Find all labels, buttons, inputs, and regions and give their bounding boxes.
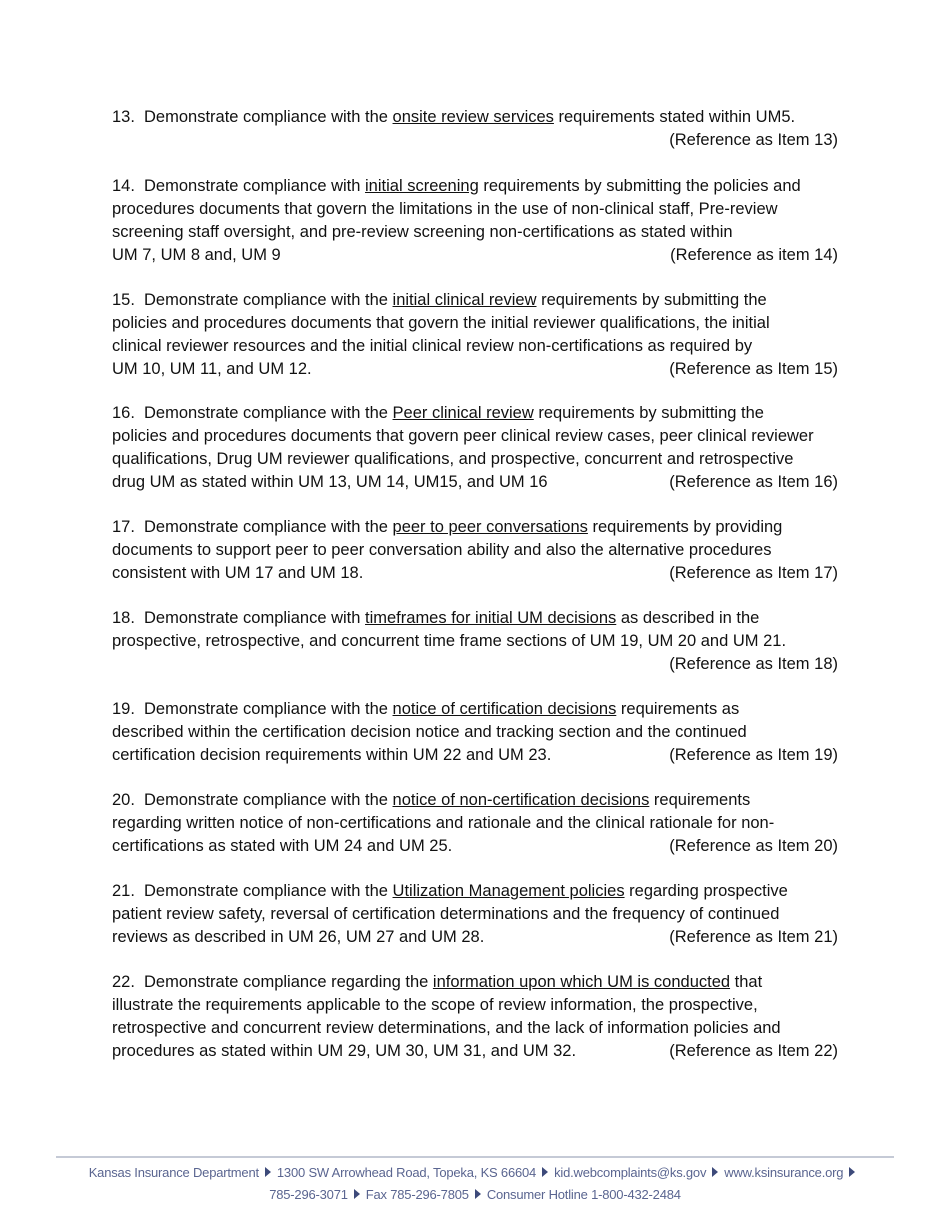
item-text: Demonstrate compliance with xyxy=(144,177,366,195)
footer-address: 1300 SW Arrowhead Road, Topeka, KS 66604 xyxy=(276,1165,537,1180)
item-line xyxy=(112,312,838,335)
arrow-right-icon xyxy=(475,1189,481,1199)
item-text: documents to support peer to peer conversation ability and also the alternative procedures xyxy=(112,541,772,559)
item-line xyxy=(112,175,838,198)
footer-line-2 xyxy=(56,1184,894,1206)
item-line xyxy=(112,539,838,562)
footer-divider xyxy=(56,1156,894,1158)
item-line xyxy=(112,335,838,358)
item-reference: (Reference as Item 16) xyxy=(669,473,838,491)
item-text: Demonstrate compliance with the xyxy=(144,791,393,809)
item-number: 13. xyxy=(112,108,135,126)
item-text: certification decision requirements within UM 22 and UM 23. xyxy=(112,746,552,764)
item-text: prospective, retrospective, and concurrent time frame sections of UM 19, UM 20 and UM 21. xyxy=(112,632,787,650)
item-line xyxy=(112,835,838,858)
item-line xyxy=(112,812,838,835)
item-text: Demonstrate compliance with the xyxy=(144,700,393,718)
arrow-right-icon xyxy=(354,1189,360,1199)
item-text: UM 7, UM 8 and, UM 9 xyxy=(112,246,281,264)
item-text: requirements by submitting the xyxy=(536,291,767,309)
item-text: patient review safety, reversal of certification determinations and the frequency of continued xyxy=(112,905,780,923)
item-topic-underlined: timeframes for initial UM decisions xyxy=(365,609,617,627)
item-line xyxy=(112,971,838,994)
arrow-right-icon xyxy=(849,1167,855,1177)
item-text: Demonstrate compliance with xyxy=(144,609,366,627)
item-number: 16. xyxy=(112,404,135,422)
item-text: UM 10, UM 11, and UM 12. xyxy=(112,360,312,378)
item-text: illustrate the requirements applicable to the scope of review information, the prospective, xyxy=(112,996,758,1014)
item-line xyxy=(112,926,838,949)
item-text: requirements by providing xyxy=(587,518,783,536)
item-text: Demonstrate compliance with the xyxy=(144,291,393,309)
item-text: screening staff oversight, and pre-review screening non-certifications as stated within xyxy=(112,223,733,241)
footer xyxy=(56,1162,894,1206)
item-line xyxy=(112,903,838,926)
item-topic-underlined: initial clinical review xyxy=(392,291,537,309)
item-topic-underlined: notice of certification decisions xyxy=(392,700,617,718)
item-line xyxy=(112,721,838,744)
item-text: consistent with UM 17 and UM 18. xyxy=(112,564,364,582)
item-text: requirements stated within UM5. xyxy=(553,108,796,126)
item-line xyxy=(112,358,838,381)
item-topic-underlined: information upon which UM is conducted xyxy=(432,973,731,991)
item-text: Demonstrate compliance with the xyxy=(144,518,393,536)
compliance-item xyxy=(112,402,838,494)
item-reference: (Reference as Item 15) xyxy=(669,360,838,378)
compliance-item xyxy=(112,880,838,949)
item-topic-underlined: Utilization Management policies xyxy=(392,882,625,900)
compliance-item xyxy=(112,607,838,676)
item-reference: (Reference as Item 20) xyxy=(669,837,838,855)
item-line xyxy=(112,630,838,653)
item-text: Demonstrate compliance regarding the xyxy=(144,973,433,991)
item-text: Demonstrate compliance with the xyxy=(144,108,393,126)
item-line xyxy=(112,516,838,539)
item-topic-underlined: peer to peer conversations xyxy=(392,518,588,536)
item-line xyxy=(112,744,838,767)
item-text: retrospective and concurrent review determinations, and the lack of information policies and xyxy=(112,1019,781,1037)
item-number: 19. xyxy=(112,700,135,718)
item-text: Demonstrate compliance with the xyxy=(144,404,393,422)
item-line xyxy=(112,562,838,585)
item-topic-underlined: Peer clinical review xyxy=(392,404,534,422)
footer-line-1 xyxy=(56,1162,894,1184)
item-line xyxy=(112,198,838,221)
item-line xyxy=(112,1040,838,1063)
item-text: requirements by submitting the xyxy=(533,404,764,422)
item-reference: (Reference as item 14) xyxy=(670,246,838,264)
item-text: requirements xyxy=(649,791,751,809)
compliance-item xyxy=(112,106,838,152)
item-line xyxy=(112,1017,838,1040)
item-line xyxy=(112,880,838,903)
compliance-item xyxy=(112,516,838,585)
compliance-item xyxy=(112,289,838,381)
item-reference: (Reference as Item 22) xyxy=(669,1042,838,1060)
item-text: that xyxy=(730,973,763,991)
item-text: procedures as stated within UM 29, UM 30, UM 31, and UM 32. xyxy=(112,1042,577,1060)
item-text: Demonstrate compliance with the xyxy=(144,882,393,900)
item-line xyxy=(112,471,838,494)
item-line xyxy=(112,402,838,425)
item-topic-underlined: notice of non-certification decisions xyxy=(392,791,650,809)
item-number: 22. xyxy=(112,973,135,991)
compliance-item xyxy=(112,175,838,267)
arrow-right-icon xyxy=(265,1167,271,1177)
item-line xyxy=(112,289,838,312)
compliance-item xyxy=(112,971,838,1063)
footer-hotline: Consumer Hotline 1-800-432-2484 xyxy=(486,1187,681,1202)
item-text: certifications as stated with UM 24 and UM 25. xyxy=(112,837,453,855)
footer-org: Kansas Insurance Department xyxy=(88,1165,259,1180)
item-line xyxy=(112,244,838,267)
item-topic-underlined: initial screening xyxy=(365,177,479,195)
item-reference: (Reference as Item 21) xyxy=(669,928,838,946)
item-number: 20. xyxy=(112,791,135,809)
item-line xyxy=(112,425,838,448)
footer-phone: 785-296-3071 xyxy=(269,1187,348,1202)
item-text: drug UM as stated within UM 13, UM 14, UM15, and UM 16 xyxy=(112,473,548,491)
arrow-right-icon xyxy=(542,1167,548,1177)
item-line xyxy=(112,789,838,812)
item-text: procedures documents that govern the limitations in the use of non-clinical staff, Pre-review xyxy=(112,200,778,218)
item-topic-underlined: onsite review services xyxy=(392,108,554,126)
item-text: policies and procedures documents that govern the initial reviewer qualifications, the initial xyxy=(112,314,770,332)
compliance-item xyxy=(112,698,838,767)
item-line xyxy=(112,607,838,630)
item-reference: (Reference as Item 18) xyxy=(669,655,838,673)
footer-fax: Fax 785-296-7805 xyxy=(365,1187,469,1202)
item-text: clinical reviewer resources and the initial clinical review non-certifications as required by xyxy=(112,337,753,355)
item-text: as described in the xyxy=(616,609,760,627)
footer-email-link[interactable]: kid.webcomplaints@ks.gov xyxy=(554,1165,707,1180)
item-line xyxy=(112,106,838,129)
item-number: 15. xyxy=(112,291,135,309)
item-text: requirements as xyxy=(616,700,740,718)
item-text: policies and procedures documents that govern peer clinical review cases, peer clinical reviewer xyxy=(112,427,814,445)
item-line xyxy=(112,448,838,471)
item-reference: (Reference as Item 19) xyxy=(669,746,838,764)
item-reference: (Reference as Item 13) xyxy=(669,131,838,149)
item-number: 17. xyxy=(112,518,135,536)
item-number: 21. xyxy=(112,882,135,900)
compliance-item xyxy=(112,789,838,858)
item-reference: (Reference as Item 17) xyxy=(669,564,838,582)
item-number: 18. xyxy=(112,609,135,627)
footer-website-link[interactable]: www.ksinsurance.org xyxy=(724,1165,844,1180)
item-text: regarding written notice of non-certifications and rationale and the clinical rationale for non- xyxy=(112,814,775,832)
item-text: reviews as described in UM 26, UM 27 and UM 28. xyxy=(112,928,485,946)
item-line xyxy=(112,994,838,1017)
item-number: 14. xyxy=(112,177,135,195)
item-text: described within the certification decision notice and tracking section and the continued xyxy=(112,723,747,741)
item-line xyxy=(112,698,838,721)
item-text: regarding prospective xyxy=(624,882,788,900)
arrow-right-icon xyxy=(712,1167,718,1177)
item-text: requirements by submitting the policies and xyxy=(478,177,801,195)
item-line xyxy=(112,221,838,244)
item-text: qualifications, Drug UM reviewer qualifications, and prospective, concurrent and retrospective xyxy=(112,450,794,468)
